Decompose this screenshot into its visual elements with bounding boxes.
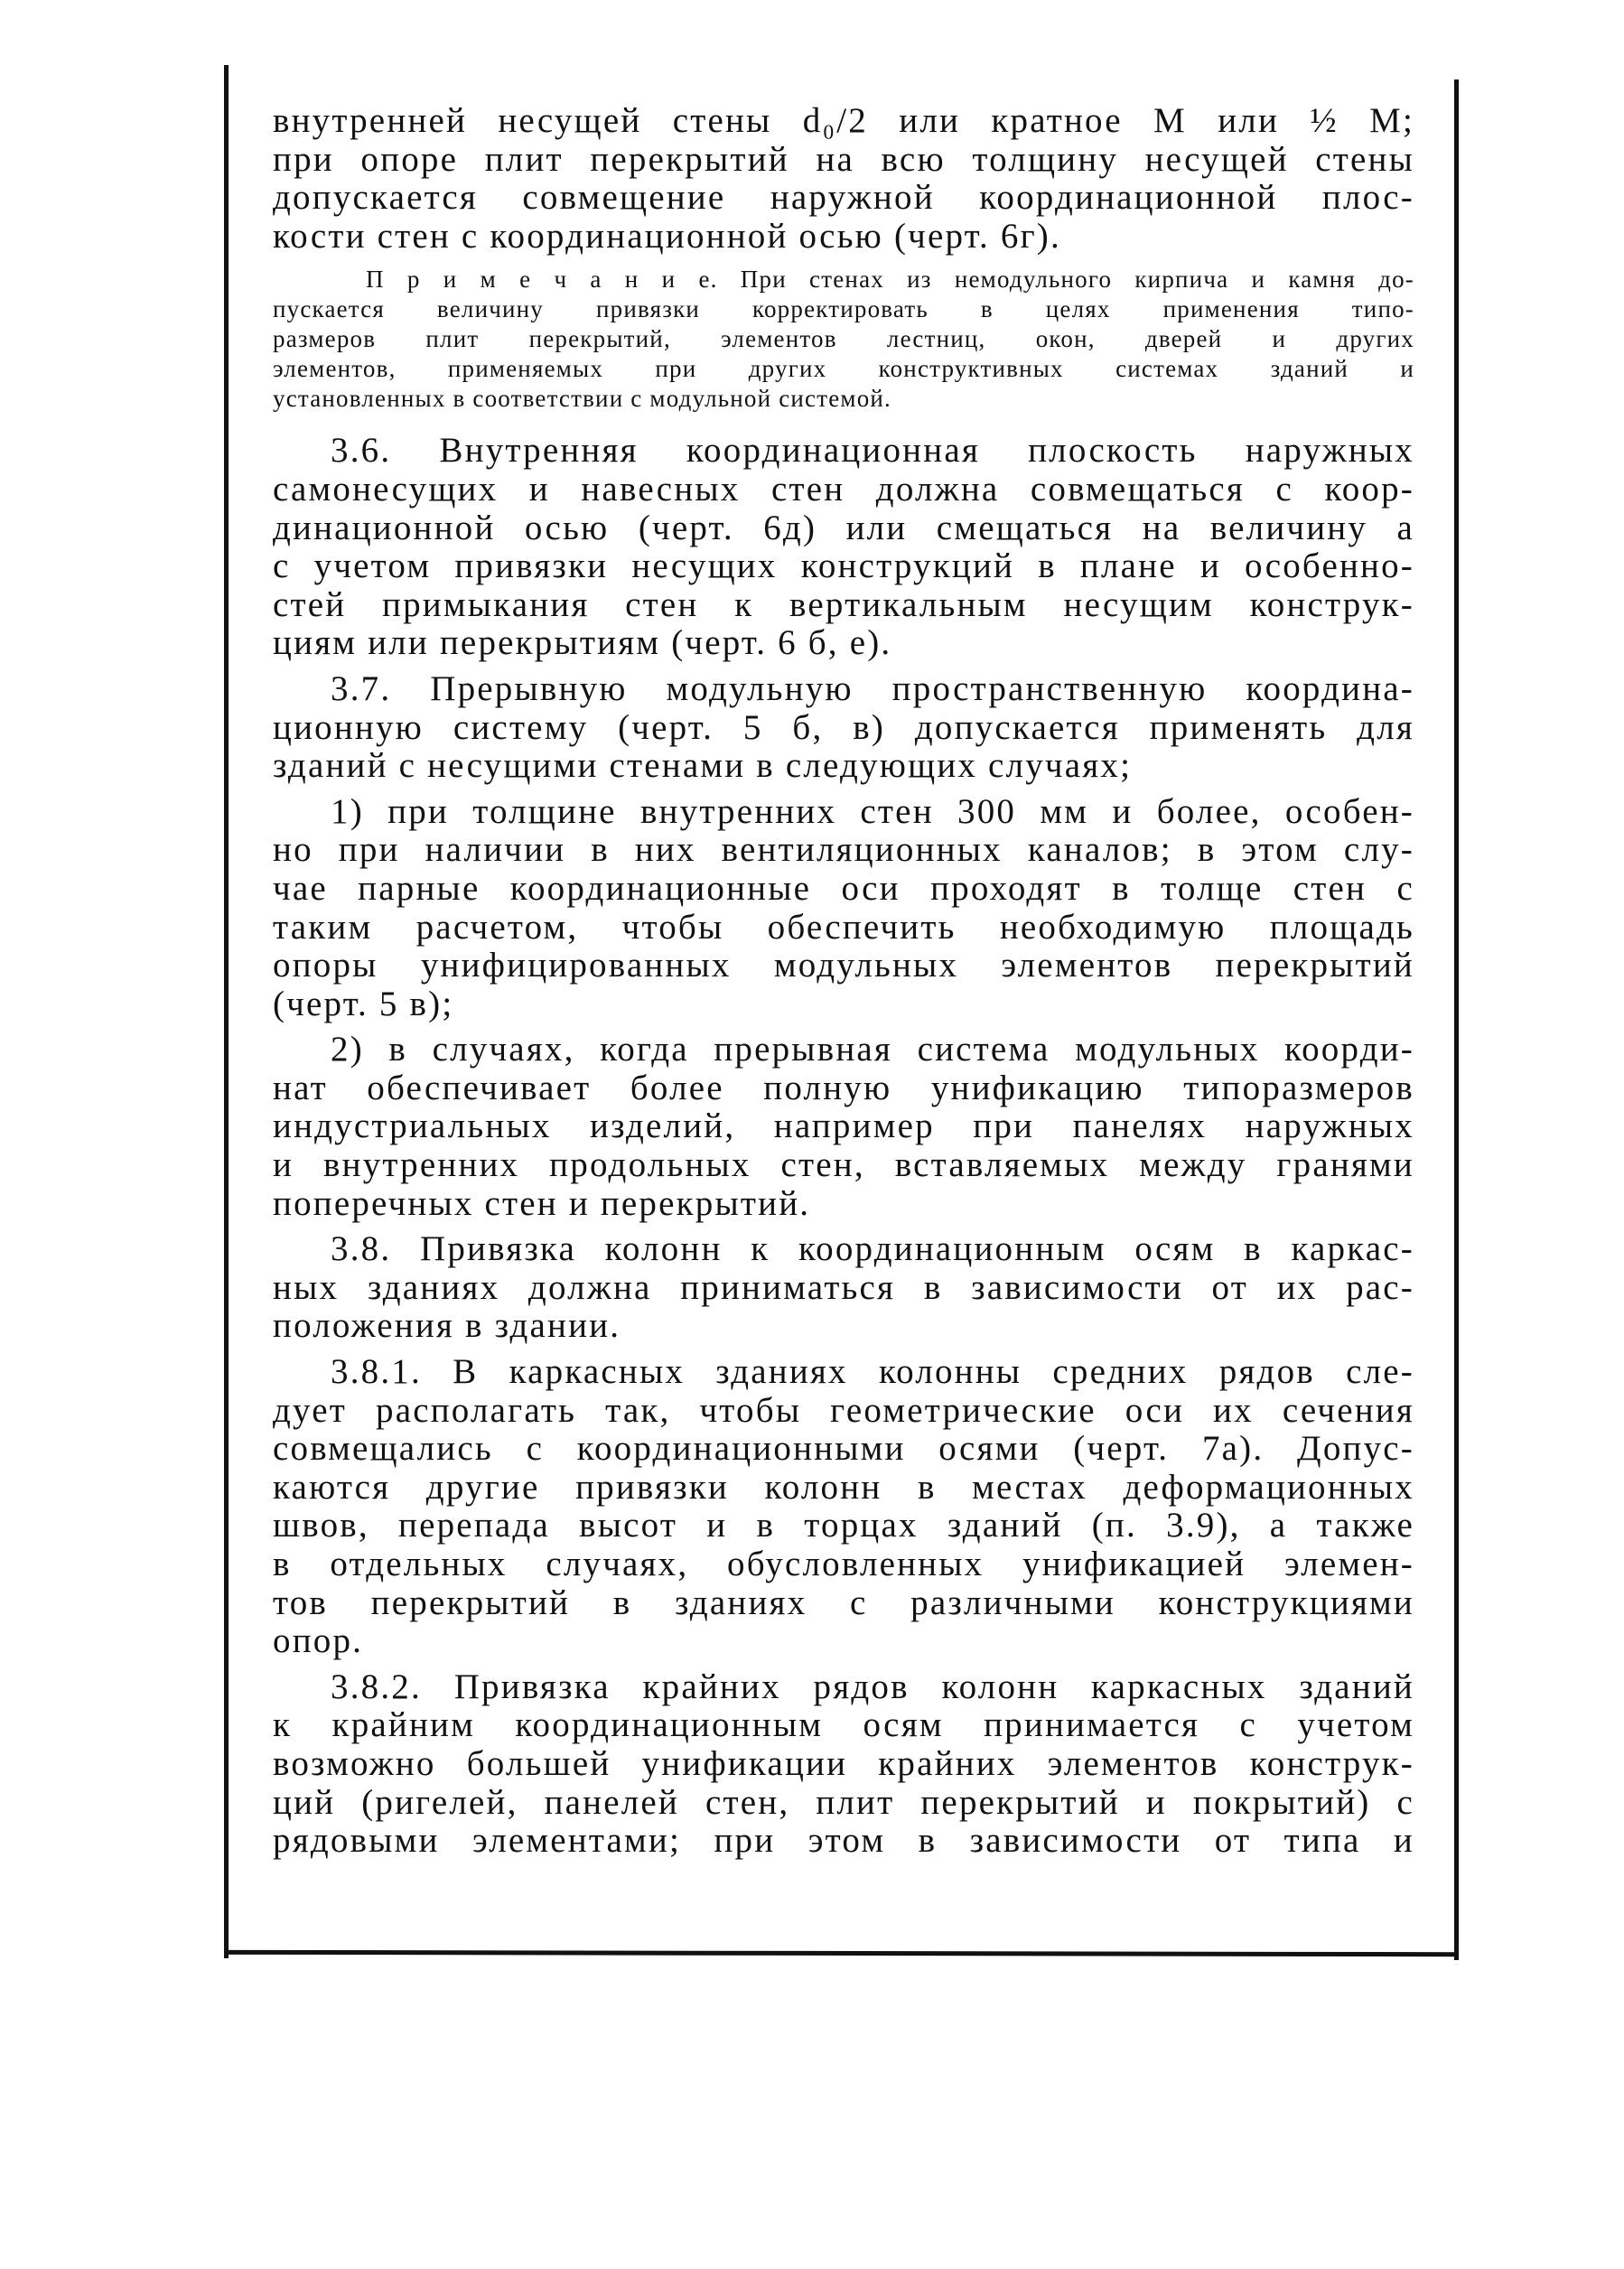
text-line: индустриальных изделий, например при панелях наружных <box>273 1106 1414 1146</box>
text-line: в отдельных случаях, обусловленных унификацией элемен- <box>273 1545 1414 1583</box>
page-frame-left-rule <box>224 65 229 1958</box>
text-line: циям или перекрытиям (черт. 6 б, е). <box>273 623 892 663</box>
paragraph <box>273 670 1414 786</box>
text-line: зданий с несущими стенами в следующих случаях; <box>273 746 1133 786</box>
paragraph <box>273 1353 1414 1661</box>
text-line: при опоре плит перекрытий на всю толщину несущей стены <box>273 139 1414 179</box>
text-line: динационной осью (черт. 6д) или смещаться на величину a <box>273 508 1414 547</box>
text-line: возможно большей унификации крайних элементов конструк- <box>273 1743 1414 1783</box>
page-frame-right-rule <box>1454 79 1459 1960</box>
text-line: П р и м е ч а н и е. При стенах из немодульного кирпича и камня до- <box>366 266 1414 294</box>
text-line: 3.6. Внутренняя координационная плоскость наружных <box>331 431 1414 471</box>
text-line: опоры унифицированных модульных элементов перекрытий <box>273 946 1414 985</box>
paragraph <box>273 102 1414 256</box>
paragraph <box>273 1668 1414 1861</box>
text-line: 3.8.2. Привязка крайних рядов колонн каркасных зданий <box>331 1667 1414 1706</box>
text-line: 1) при толщине внутренних стен 300 мм и более, особен- <box>331 791 1414 831</box>
text-line: внутренней несущей стены d₀/2 или кратное M или ½ M; <box>273 101 1414 140</box>
text-line: поперечных стен и перекрытий. <box>273 1183 811 1223</box>
text-line: но при наличии в них вентиляционных каналов; в этом слу- <box>273 830 1414 870</box>
text-line: положения в здании. <box>273 1306 621 1346</box>
text-line: к крайним координационным осям принимается с учетом <box>273 1705 1414 1745</box>
text-line: (черт. 5 в); <box>273 984 454 1023</box>
text-line: 2) в случаях, когда прерывная система модульных коорди- <box>331 1030 1414 1069</box>
paragraph <box>273 432 1414 663</box>
text-line: ций (ригелей, панелей стен, плит перекрытий и покрытий) с <box>273 1782 1414 1822</box>
text-line: дует располагать так, чтобы геометрические оси их сечения <box>273 1390 1414 1430</box>
text-line: элементов, применяемых при других конструктивных системах зданий и <box>273 355 1414 383</box>
text-line: допускается совмещение наружной координационной плос- <box>273 178 1414 218</box>
text-line: установленных в соответствии с модульной системой. <box>273 385 892 413</box>
text-line: чае парные координационные оси проходят в толще стен с <box>273 868 1414 908</box>
text-line: ных зданиях должна приниматься в зависимости от их рас- <box>273 1267 1414 1307</box>
text-line: стей примыкания стен к вертикальным несущим конструк- <box>273 584 1414 624</box>
text-line: таким расчетом, чтобы обеспечить необходимую площадь <box>273 907 1414 947</box>
text-line: ционную систему (черт. 5 б, в) допускается применять для <box>273 707 1414 747</box>
text-line: самонесущих и навесных стен должна совмещаться с коор- <box>273 469 1414 509</box>
paragraph <box>273 1031 1414 1223</box>
text-line: каются другие привязки колонн в местах деформационных <box>273 1467 1414 1507</box>
note-paragraph <box>273 265 1414 414</box>
paragraph <box>273 1230 1414 1346</box>
text-line: 3.8. Привязка колонн к координационным осям в каркас- <box>331 1229 1414 1269</box>
text-line: опор. <box>273 1621 364 1661</box>
document-body <box>273 102 1414 1861</box>
paragraph <box>273 793 1414 1024</box>
text-line: размеров плит перекрытий, элементов лестниц, окон, дверей и других <box>273 325 1414 353</box>
text-line: пускается величину привязки корректировать в целях применения типо- <box>273 295 1414 323</box>
text-line: тов перекрытий в зданиях с различными конструкциями <box>273 1583 1414 1622</box>
text-line: 3.8.1. В каркасных зданиях колонны средних рядов сле- <box>331 1352 1414 1392</box>
text-line: с учетом привязки несущих конструкций в плане и особенно- <box>273 546 1414 586</box>
text-line: швов, перепада высот и в торцах зданий (п. 3.9), а также <box>273 1506 1414 1545</box>
text-line: нат обеспечивает более полную унификацию типоразмеров <box>273 1068 1414 1107</box>
text-line: 3.7. Прерывную модульную пространственную координа- <box>331 668 1414 708</box>
text-line: и внутренних продольных стен, вставляемых между гранями <box>273 1145 1414 1185</box>
text-line: рядовыми элементами; при этом в зависимости от типа и <box>273 1821 1414 1861</box>
text-line: кости стен с координационной осью (черт. 6г). <box>273 216 1061 256</box>
page-frame-bottom-rule <box>224 1950 1459 1956</box>
text-line: совмещались с координационными осями (черт. 7а). Допус- <box>273 1429 1414 1469</box>
